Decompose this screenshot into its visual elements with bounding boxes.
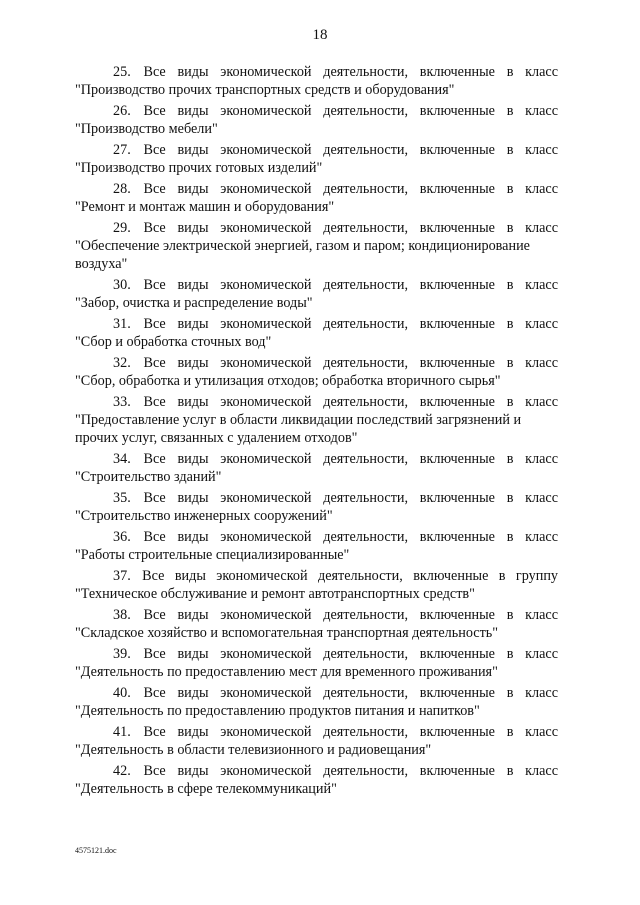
item-number: 37. — [113, 568, 131, 584]
item-lead: Все виды экономической деятельности, включенные в класс — [143, 394, 559, 410]
list-item — [75, 180, 558, 216]
list-item — [75, 219, 558, 273]
list-item — [75, 723, 558, 759]
item-number: 41. — [113, 724, 131, 740]
item-number: 39. — [113, 646, 131, 662]
item-lead: Все виды экономической деятельности, включенные в класс — [143, 607, 559, 623]
list-item — [75, 450, 558, 486]
item-lead: Все виды экономической деятельности, включенные в класс — [143, 529, 559, 545]
item-lead: Все виды экономической деятельности, включенные в группу — [142, 568, 559, 584]
list-item — [75, 645, 558, 681]
item-text: "Деятельность в сфере телекоммуникаций" — [75, 781, 337, 797]
item-lead-line — [75, 63, 558, 81]
item-text: "Предоставление услуг в области ликвидации последствий загрязнений и прочих услуг, связанных с удалением отходов" — [75, 412, 522, 446]
list-item — [75, 393, 558, 447]
list-item — [75, 528, 558, 564]
item-lead-line — [75, 354, 558, 372]
item-lead: Все виды экономической деятельности, включенные в класс — [143, 355, 559, 371]
item-lead-line — [75, 606, 558, 624]
item-lead: Все виды экономической деятельности, включенные в класс — [143, 142, 559, 158]
item-number: 25. — [113, 64, 131, 80]
item-text: "Обеспечение электрической энергией, газом и паром; кондиционирование воздуха" — [75, 238, 530, 272]
item-lead: Все виды экономической деятельности, включенные в класс — [143, 277, 559, 293]
item-text: "Производство прочих транспортных средств и оборудования" — [75, 82, 455, 98]
list-item — [75, 141, 558, 177]
item-lead-line — [75, 180, 558, 198]
item-text: "Деятельность в области телевизионного и радиовещания" — [75, 742, 432, 758]
item-number: 38. — [113, 607, 131, 623]
item-number: 32. — [113, 355, 131, 371]
item-text: "Деятельность по предоставлению мест для временного проживания" — [75, 664, 498, 680]
list-item — [75, 684, 558, 720]
list-item — [75, 489, 558, 525]
list-item — [75, 276, 558, 312]
list-item — [75, 567, 558, 603]
item-lead-line — [75, 141, 558, 159]
item-lead-line — [75, 528, 558, 546]
item-lead: Все виды экономической деятельности, включенные в класс — [143, 181, 559, 197]
item-number: 35. — [113, 490, 131, 506]
item-text: "Производство прочих готовых изделий" — [75, 160, 323, 176]
item-lead-line — [75, 219, 558, 237]
item-number: 34. — [113, 451, 131, 467]
item-text: "Ремонт и монтаж машин и оборудования" — [75, 199, 335, 215]
item-lead: Все виды экономической деятельности, включенные в класс — [143, 763, 559, 779]
item-lead-line — [75, 276, 558, 294]
item-text: "Забор, очистка и распределение воды" — [75, 295, 313, 311]
item-lead-line — [75, 102, 558, 120]
item-lead: Все виды экономической деятельности, включенные в класс — [143, 64, 559, 80]
item-number: 33. — [113, 394, 131, 410]
item-lead-line — [75, 762, 558, 780]
item-lead-line — [75, 315, 558, 333]
item-text: "Сбор, обработка и утилизация отходов; обработка вторичного сырья" — [75, 373, 501, 389]
item-text: "Производство мебели" — [75, 121, 218, 137]
item-number: 29. — [113, 220, 131, 236]
list-item — [75, 102, 558, 138]
item-text: "Техническое обслуживание и ремонт автотранспортных средств" — [75, 586, 475, 602]
item-number: 26. — [113, 103, 131, 119]
item-number: 42. — [113, 763, 131, 779]
item-number: 30. — [113, 277, 131, 293]
page-number: 18 — [312, 27, 328, 43]
item-lead: Все виды экономической деятельности, включенные в класс — [143, 220, 559, 236]
document-filename: 4575121.doc — [75, 846, 117, 855]
item-lead-line — [75, 489, 558, 507]
list-item — [75, 606, 558, 642]
item-number: 40. — [113, 685, 131, 701]
item-lead: Все виды экономической деятельности, включенные в класс — [143, 490, 559, 506]
item-lead: Все виды экономической деятельности, включенные в класс — [143, 724, 559, 740]
item-lead-line — [75, 450, 558, 468]
item-lead: Все виды экономической деятельности, включенные в класс — [143, 646, 559, 662]
item-number: 31. — [113, 316, 131, 332]
item-lead-line — [75, 393, 558, 411]
item-lead-line — [75, 684, 558, 702]
item-lead: Все виды экономической деятельности, включенные в класс — [143, 316, 559, 332]
list-item — [75, 354, 558, 390]
list-item — [75, 63, 558, 99]
item-number: 36. — [113, 529, 131, 545]
item-text: "Складское хозяйство и вспомогательная транспортная деятельность" — [75, 625, 499, 641]
item-lead-line — [75, 645, 558, 663]
item-lead: Все виды экономической деятельности, включенные в класс — [143, 451, 559, 467]
item-lead-line — [75, 567, 558, 585]
list-item — [75, 315, 558, 351]
item-number: 27. — [113, 142, 131, 158]
item-text: "Работы строительные специализированные" — [75, 547, 350, 563]
item-number: 28. — [113, 181, 131, 197]
item-lead-line — [75, 723, 558, 741]
item-lead: Все виды экономической деятельности, включенные в класс — [143, 103, 559, 119]
item-lead: Все виды экономической деятельности, включенные в класс — [143, 685, 559, 701]
item-text: "Строительство зданий" — [75, 469, 222, 485]
document-body — [75, 63, 558, 801]
item-text: "Деятельность по предоставлению продуктов питания и напитков" — [75, 703, 480, 719]
item-text: "Сбор и обработка сточных вод" — [75, 334, 272, 350]
item-text: "Строительство инженерных сооружений" — [75, 508, 333, 524]
list-item — [75, 762, 558, 798]
